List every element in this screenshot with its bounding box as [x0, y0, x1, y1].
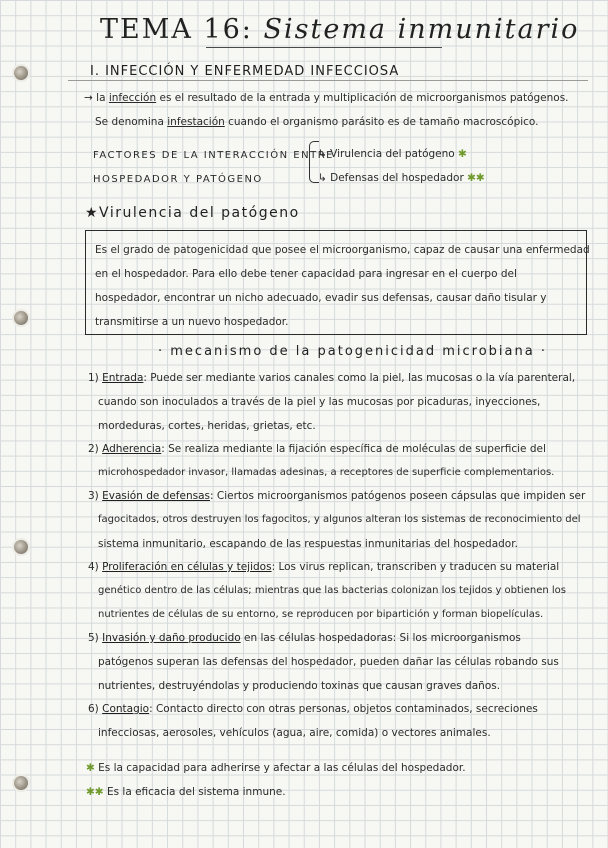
item-continuation: patógenos superan las defensas del hospedador, pueden dañar las células robando sus — [98, 656, 559, 668]
definition-line: transmitirse a un nuevo hospedador. — [95, 316, 289, 328]
section-underline — [68, 80, 588, 81]
factors-left-1: FACTORES DE LA INTERACCIÓN ENTRE — [93, 150, 334, 161]
star-icon: ✱✱ — [86, 786, 104, 798]
item-label: Evasión de defensas — [102, 490, 210, 502]
item-continuation: sistema inmunitario, escapando de las respuestas inmunitarias del hospedador. — [98, 538, 518, 550]
term-infestacion: infestación — [167, 116, 225, 128]
item-continuation: fagocitados, otros destruyen los fagocitos, y algunos alteran los sistemas de reconocimiento del — [98, 514, 581, 525]
item-continuation: infecciosas, aerosoles, vehículos (agua, aire, comida) o vectores animales. — [98, 727, 491, 739]
title-name: Sistema inmunitario — [263, 14, 580, 45]
binder-hole — [14, 66, 28, 80]
item-label: Proliferación en células y tejidos — [102, 561, 272, 573]
item-label: Adherencia — [102, 443, 162, 455]
footnote-2: ✱✱ Es la eficacia del sistema inmune. — [86, 786, 286, 798]
item-continuation: cuando son inoculados a través de la piel y las mucosas por picaduras, inyecciones, — [98, 396, 541, 408]
mechanism-item-3: 3) Evasión de defensas: Ciertos microorganismos patógenos poseen cápsulas que impiden ser — [88, 490, 586, 502]
title-underline — [206, 47, 442, 48]
factor-defenses: ↳ Defensas del hospedador ✱✱ — [318, 172, 485, 184]
mechanism-item-2: 2) Adherencia: Se realiza mediante la fijación específica de moléculas de superficie del — [88, 443, 546, 455]
footnote-1: ✱ Es la capacidad para adherirse y afectar a las células del hospedador. — [86, 762, 466, 774]
mechanism-item-6: 6) Contagio: Contacto directo con otras personas, objetos contaminados, secreciones — [88, 703, 538, 715]
definition-line: hospedador, encontrar un nicho adecuado, evadir sus defensas, causar daño tisular y — [95, 292, 547, 304]
factor-virulence: ↳ Virulencia del patógeno ✱ — [318, 148, 467, 160]
section-heading: I. INFECCIÓN Y ENFERMEDAD INFECCIOSA — [90, 64, 400, 79]
factors-left-2: HOSPEDADOR Y PATÓGENO — [93, 174, 263, 185]
star-icon: ✱ — [86, 762, 95, 774]
intro-line-1: → la infección es el resultado de la entrada y multiplicación de microorganismos patógenos. — [84, 92, 569, 104]
item-continuation: nutrientes, destruyéndolas y produciendo toxinas que causan graves daños. — [98, 680, 501, 692]
item-label: Invasión y daño producido — [102, 632, 241, 644]
term-infeccion: infección — [108, 92, 157, 104]
binder-hole — [14, 540, 28, 554]
definition-line: en el hospedador. Para ello debe tener capacidad para ingresar en el cuerpo del — [95, 268, 517, 280]
mechanism-item-1: 1) Entrada: Puede ser mediante varios canales como la piel, las mucosas o la vía parenteral, — [88, 372, 576, 384]
intro-line-2: Se denomina infestación cuando el organismo parásito es de tamaño macroscópico. — [95, 116, 539, 128]
mechanism-heading: · mecanismo de la patogenicidad microbiana · — [158, 344, 547, 359]
item-label: Entrada — [102, 372, 144, 384]
item-label: Contagio — [102, 703, 150, 715]
binder-hole — [14, 311, 28, 325]
star-icon: ✱✱ — [467, 172, 485, 184]
page-title — [100, 14, 579, 45]
star-icon: ✱ — [458, 148, 467, 160]
item-continuation: microhospedador invasor, llamadas adesinas, a receptores de superficie complementarios. — [98, 467, 555, 478]
title-prefix: TEMA 16: — [100, 14, 253, 45]
mechanism-item-4: 4) Proliferación en células y tejidos: Los virus replican, transcriben y traducen su material — [88, 561, 560, 573]
mechanism-item-5: 5) Invasión y daño producido en las células hospedadoras: Si los microorganismos — [88, 632, 521, 644]
item-continuation: nutrientes de células de su entorno, se reproducen por bipartición y forman biopelículas. — [98, 609, 544, 620]
binder-hole — [14, 776, 28, 790]
item-continuation: mordeduras, cortes, heridas, grietas, etc. — [98, 420, 316, 432]
virulence-heading: ★Virulencia del patógeno — [85, 205, 300, 221]
definition-line: Es el grado de patogenicidad que posee el microorganismo, capaz de causar una enfermedad — [95, 244, 590, 256]
item-continuation: genético dentro de las células; mientras que las bacterias colonizan los tejidos y obtienen los — [98, 585, 566, 596]
